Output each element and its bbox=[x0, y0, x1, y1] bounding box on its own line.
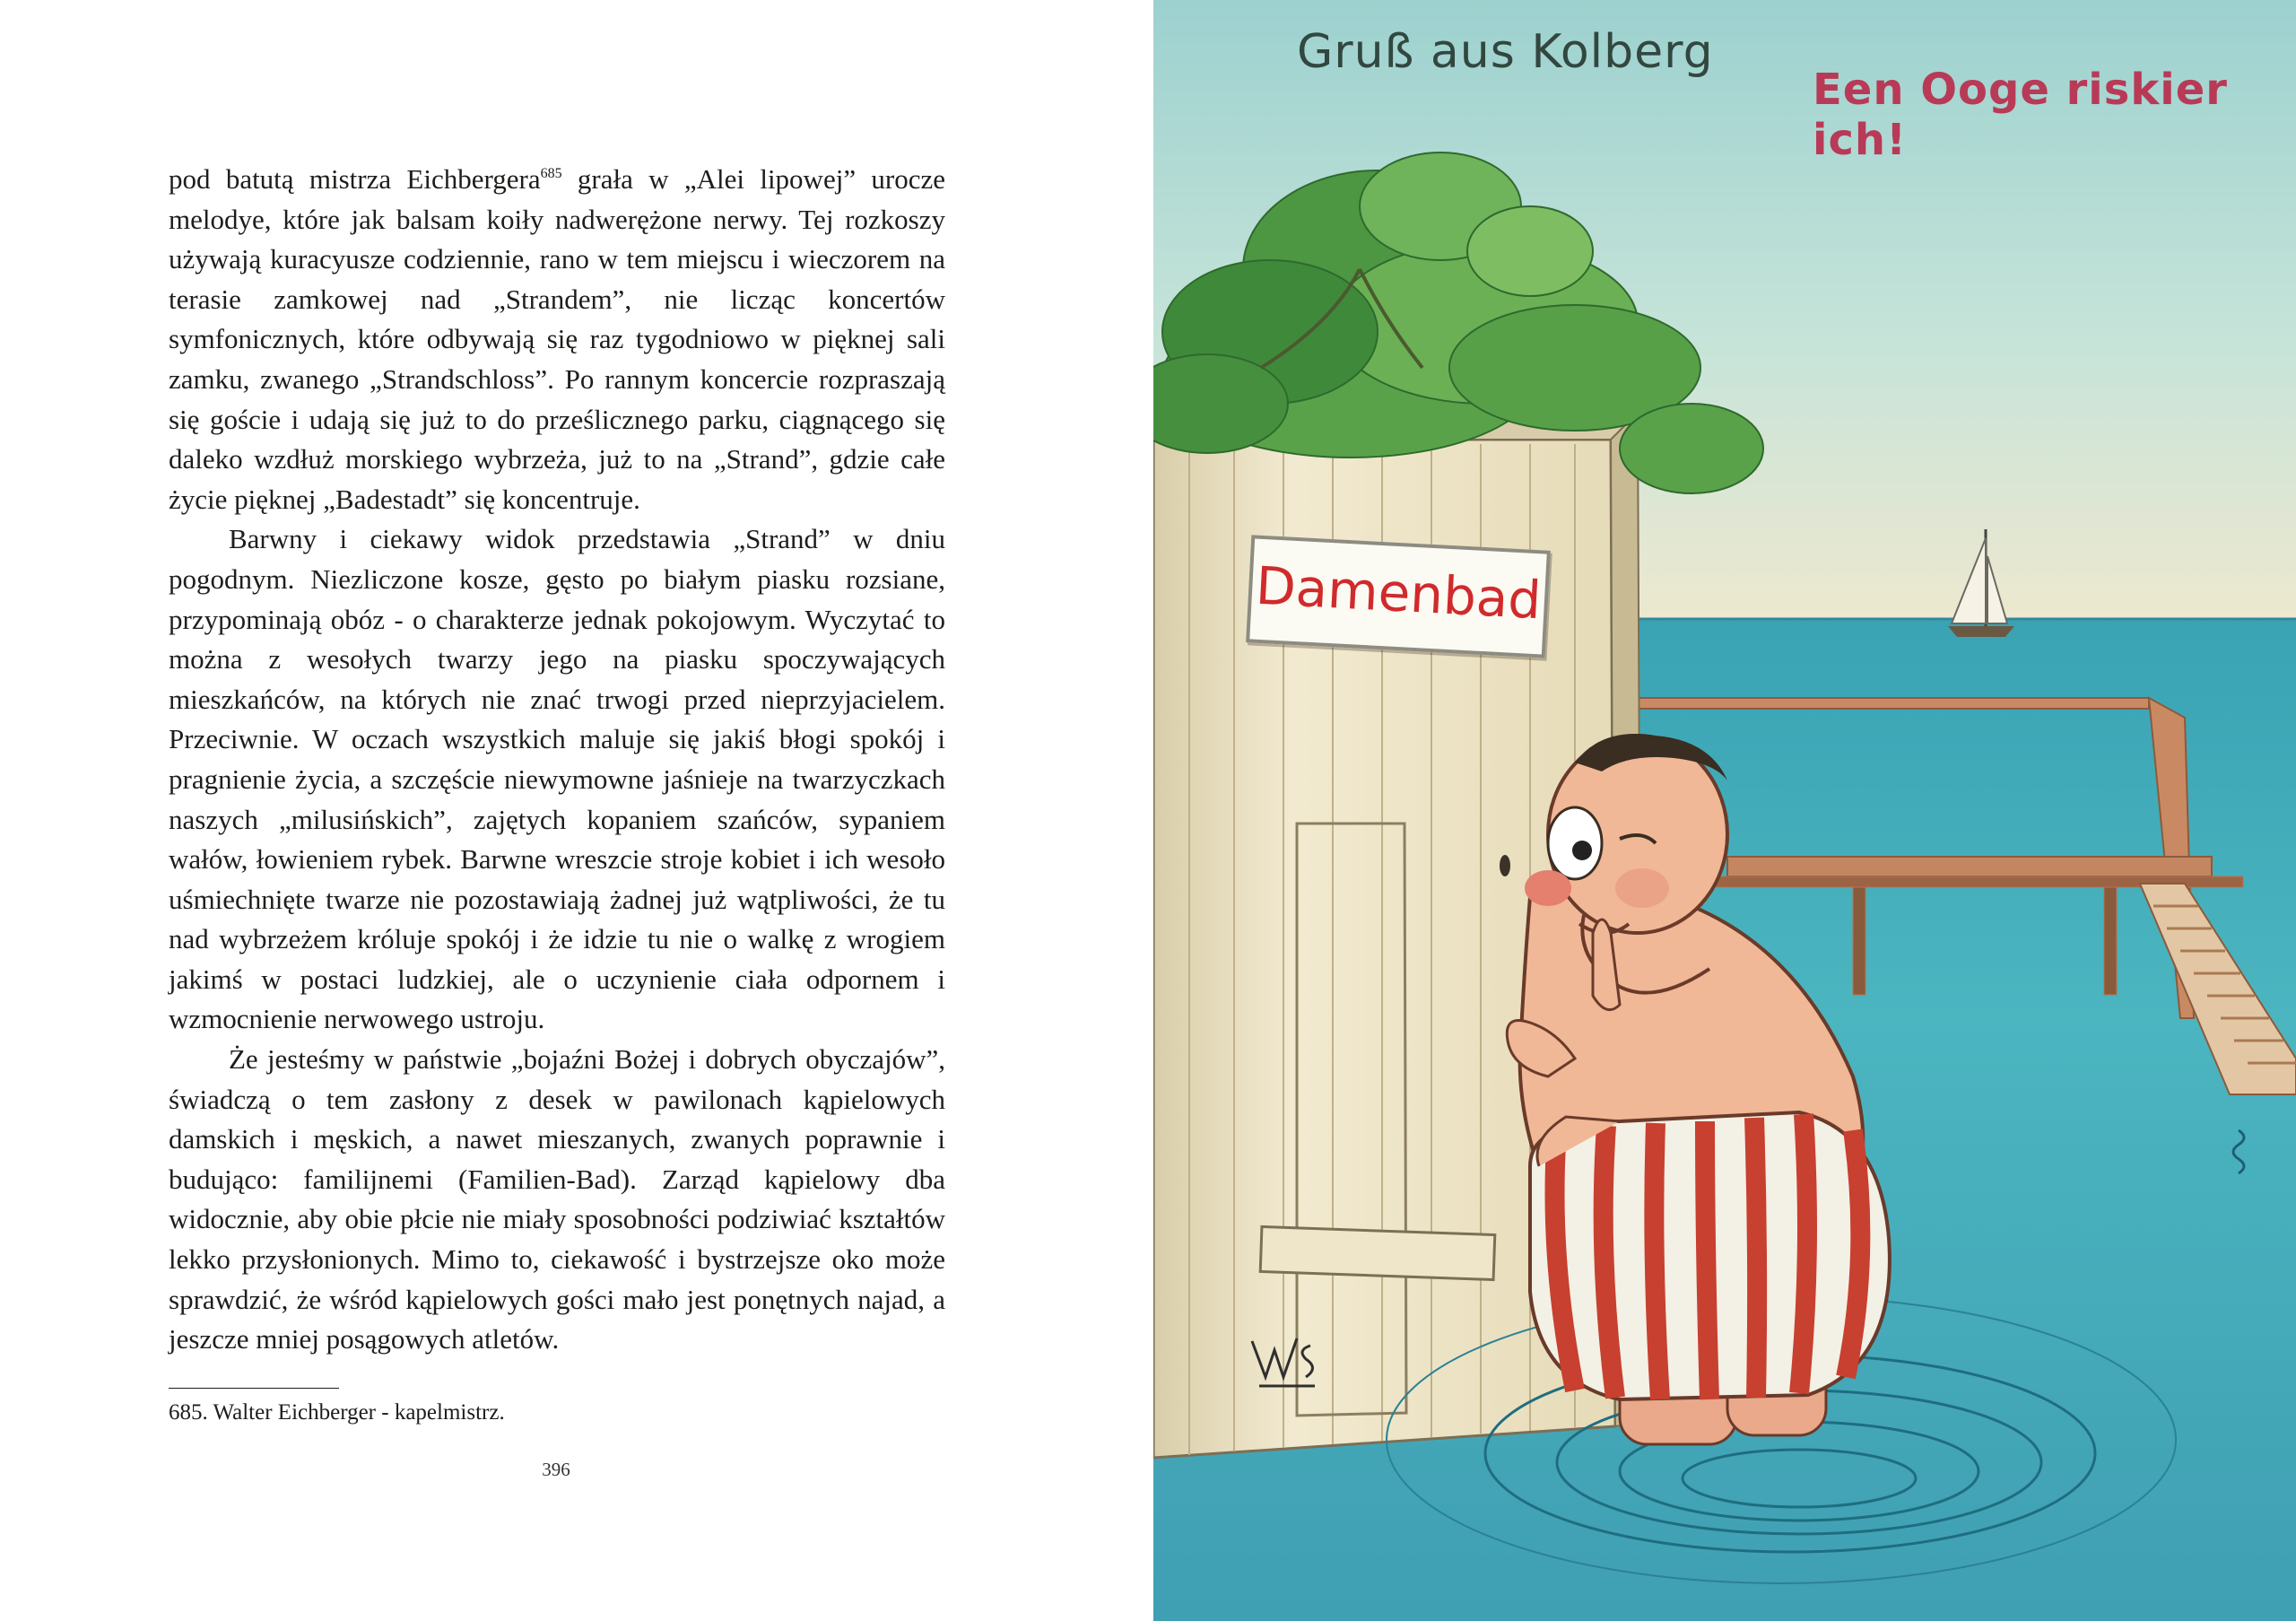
paragraph-2: Barwny i ciekawy widok przedstawia „Strand” w dniu pogodnym. Niezliczone kosze, gęsto po białym piasku rozsiane, przypominają obóz - o charakterze jednak pokojowym. Wyczytać to można z wesołych twarzy jego na piasku spoczywających mieszkańców, na których nie znać trwogi przed nieprzyjacielem. Przeciwnie. W oczach wszystkich maluje się jakiś błogi spokój i pragnienie życia, a szczęście niewymowne jaśnieje na twarzyczkach naszych „milusińskich”, zajętych kopaniem szańców, sypaniem wałów, łowieniem rybek. Barwne wreszcie stroje kobiet i ich wesoło uśmiechnięte twarze nie pozostawiają żadnej już wątpliwości, że tu nad wybrzeżem króluje spokój i że idzie tu nie o walkę z wrogiem jakimś w postaci ludzkiej, ale o uczynienie ciała odpornem i wzmocnienie nerwowego ustroju. bbox=[169, 523, 945, 1035]
footnote-reference: 685 bbox=[540, 166, 562, 181]
body-text bbox=[169, 160, 945, 1360]
damenbad-sign-text: Damenbad bbox=[1254, 554, 1543, 632]
postcard-illustration bbox=[1153, 0, 2296, 1621]
paragraph-3: Że jesteśmy w państwie „bojaźni Bożej i dobrych obyczajów”, świadczą o tem zasłony z desek w pawilonach kąpielowych damskich i męskich, a nawet mieszanych, zwanych poprawnie i budująco: familijnemi (Familien-Bad). Zarząd kąpielowy dba widocznie, aby obie płcie nie miały sposobności podziwiać kształtów lekko przysłonionych. Mimo to, ciekawość i bystrzejsze oko może sprawdzić, że wśród kąpielowych gości mało jest ponętnych najad, a jeszcze mniej posągowych atletów. bbox=[169, 1043, 945, 1355]
damenbad-sign bbox=[1246, 535, 1551, 658]
page-number: 396 bbox=[542, 1459, 570, 1480]
paragraph-1 bbox=[169, 160, 945, 519]
paragraph-1-rest: grała w „Alei lipowej” urocze melodye, które jak balsam koiły nadwerężone nerwy. Tej rozkoszy używają kuracyusze codziennie, rano w tem miejscu i wieczorem na terasie zamkowej nad „Strandem”, nie licząc koncertów symfonicznych, które odbywają się raz tygodniowo w pięknej sali zamku, zwanego „Strandschloss”. Po rannym koncercie rozpraszają się goście i udają się już to do prześlicznego parku, ciągnącego się daleko wzdłuż morskiego wybrzeża, już to na „Strand”, gdzie całe życie pięknej „Badestadt” się koncentruje. bbox=[169, 163, 945, 515]
footnote: 685. Walter Eichberger - kapelmistrz. bbox=[169, 1400, 505, 1425]
postcard-title: Gruß aus Kolberg bbox=[1297, 25, 1714, 79]
footnote-divider bbox=[169, 1388, 339, 1389]
postcard-caption: Een Ooge riskier ich! bbox=[1813, 65, 2228, 165]
paragraph-1-start: pod batutą mistrza Eichbergera bbox=[169, 163, 541, 195]
book-page-right bbox=[1153, 0, 2296, 1621]
knothole bbox=[1500, 855, 1510, 876]
